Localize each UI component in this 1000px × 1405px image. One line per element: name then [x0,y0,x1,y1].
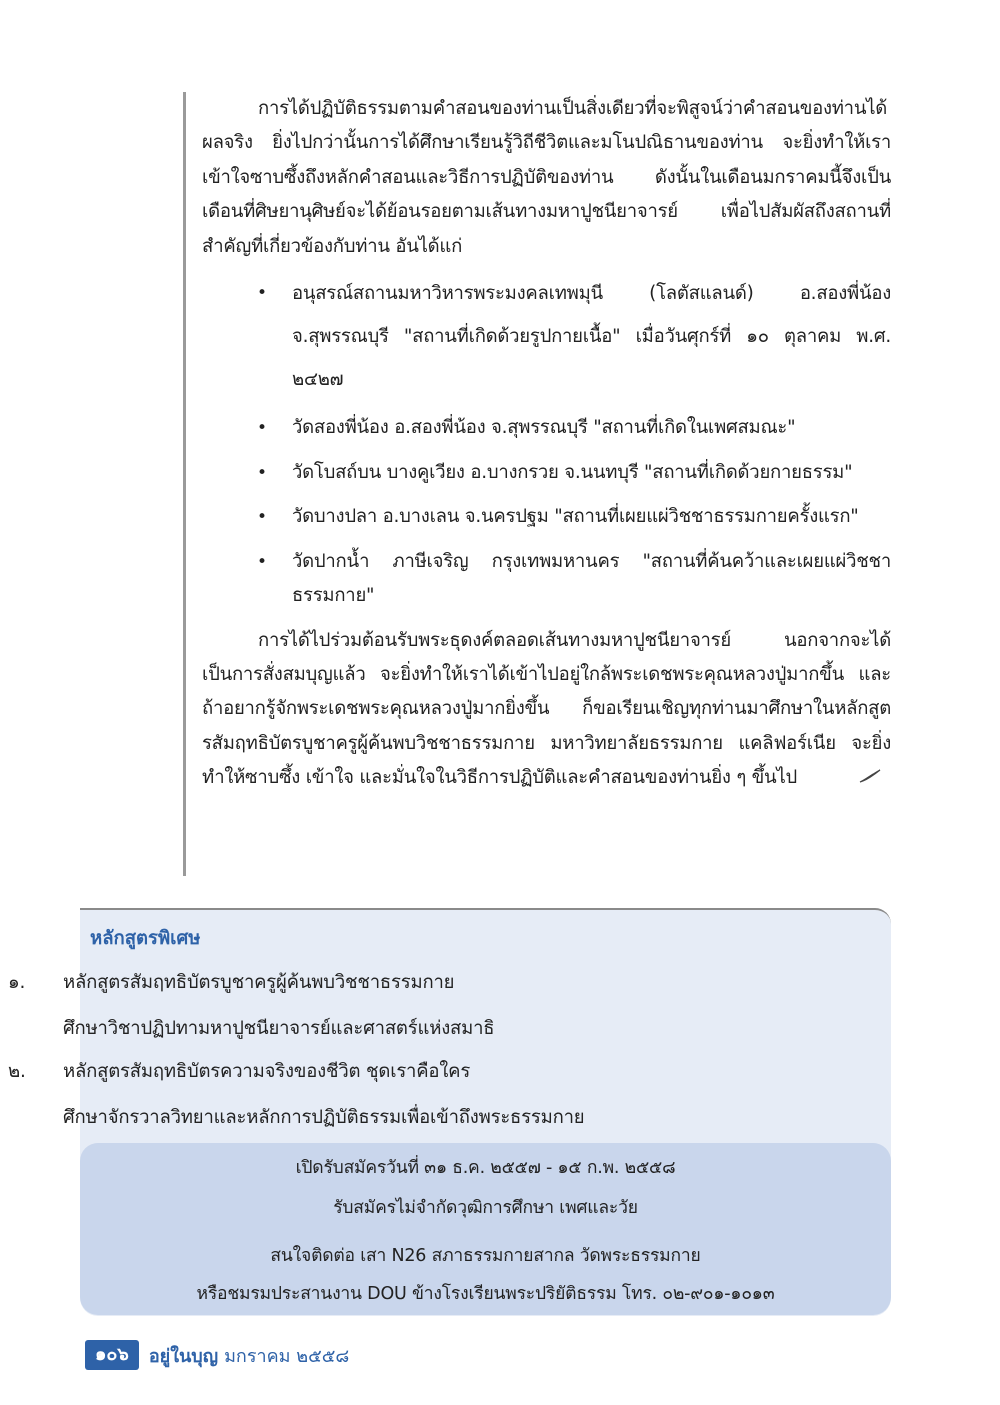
course-subject: ศึกษาจักรวาลวิทยาและหลักการปฏิบัติธรรมเพื่อเข้าถึงพระธรรมกาย [63,1107,585,1128]
list-item [202,272,891,401]
place-text: วัดบางปลา อ.บางเลน จ.นครปฐม "สถานที่เผยแผ่วิชชาธรรมกายครั้งแรก" [292,506,859,528]
magazine-name: อยู่ในบุญ [148,1345,219,1367]
places-list [202,272,891,614]
special-courses-title: หลักสูตรพิเศษ [90,928,201,949]
enrollment-contact-alt: หรือชมรมประสานงาน DOU ข้างโรงเรียนพระปริยัติธรรม โทร. ๐๒-๙๐๑-๑๐๑๓ [196,1284,775,1304]
place-text: วัดโบสถ์บน บางคูเวียง อ.บางกรวย จ.นนทบุรี "สถานที่เกิดด้วยกายธรรม" [292,461,853,483]
course-name: หลักสูตรสัมฤทธิบัตรบูชาครูผู้ค้นพบวิชชาธรรมกาย [63,972,455,993]
course-number: ๒. [8,1061,26,1082]
place-text: วัดสองพี่น้อง อ.สองพี่น้อง จ.สุพรรณบุรี "สถานที่เกิดในเพศสมณะ" [292,417,796,439]
list-item [202,411,891,446]
bullet-icon: • [257,462,267,483]
enrollment-box [80,1143,891,1315]
bullet-icon: • [257,418,267,439]
place-text: อนุสรณ์สถานมหาวิหารพระมงคลเทพมุนี (โลตัสแลนด์) อ.สองพี่น้อง จ.สุพรรณบุรี "สถานที่เกิดด้วยรูปกายเนื้อ" เมื่อวันศุกร์ที่ ๑๐ ตุลาคม พ.ศ. ๒๔๒๗ [292,283,891,391]
list-item [202,500,891,535]
enrollment-contact: สนใจติดต่อ เสา N26 สภาธรรมกายสากล วัดพระธรรมกาย [270,1246,701,1266]
issue-date: มกราคม ๒๕๕๘ [224,1345,350,1367]
page-number: ๑๐๖ [85,1340,139,1370]
course-number: ๑. [8,972,26,993]
conclusion-text: การได้ไปร่วมต้อนรับพระธุดงค์ตลอดเส้นทางมหาปูชนียาจารย์ นอกจากจะได้เป็นการสั่งสมบุญแล้ว จะยิ่งทำให้เราได้เข้าไปอยู่ใกล้พระเดชพระคุณหลวงปู่มากขึ้น และถ้าอยากรู้จักพระเดชพระคุณหลวงปู่มากยิ่งขึ้น ก็ขอเรียนเชิญทุกท่านมาศึกษาในหลักสูตรสัมฤทธิบัตรบูชาครูผู้ค้นพบวิชชาธรรมกาย มหาวิทยาลัยธรรมกาย แคลิฟอร์เนีย จะยิ่งทำให้ซาบซึ้ง เข้าใจ และมั่นใจในวิธีการปฏิบัติและคำสอนของท่านยิ่ง ๆ ขึ้นไป [202,629,891,789]
list-item [202,545,891,614]
list-item [202,456,891,491]
bullet-icon: • [257,283,267,304]
page-footer [85,1340,349,1370]
intro-paragraph: การได้ปฏิบัติธรรมตามคำสอนของท่านเป็นสิ่งเดียวที่จะพิสูจน์ว่าคำสอนของท่านได้ผลจริง ยิ่งไปกว่านั้นการได้ศึกษาเรียนรู้วิถีชีวิตและมโนปณิธานของท่าน จะยิ่งทำให้เราเข้าใจซาบซึ้งถึงหลักคำสอนและวิธีการปฏิบัติของท่าน ดังนั้นในเดือนมกราคมนี้จึงเป็นเดือนที่ศิษยานุศิษย์จะได้ย้อนรอยตามเส้นทางมหาปูชนียาจารย์ เพื่อไปสัมผัสถึงสถานที่สำคัญที่เกี่ยวข้องกับท่าน อันได้แก่ [202,98,891,257]
article-body [183,92,891,876]
course-subject: ศึกษาวิชาปฏิปทามหาปูชนียาจารย์และศาสตร์แห่งสมาธิ [63,1018,495,1039]
course-name: หลักสูตรสัมฤทธิบัตรความจริงของชีวิต ชุดเราคือใคร [63,1061,471,1082]
enrollment-eligibility: รับสมัครไม่จำกัดวุฒิการศึกษา เพศและวัย [333,1198,638,1218]
bullet-icon: • [257,507,267,528]
course-item [0,960,800,1052]
course-item [0,1049,800,1141]
quill-end-icon [803,761,881,795]
enrollment-dates: เปิดรับสมัครวันที่ ๓๑ ธ.ค. ๒๕๕๗ - ๑๕ ก.พ. ๒๕๕๘ [295,1158,676,1178]
bullet-icon: • [257,551,267,572]
conclusion-paragraph [202,624,891,796]
place-text: วัดปากน้ำ ภาษีเจริญ กรุงเทพมหานคร "สถานที่ค้นคว้าและเผยแผ่วิชชาธรรมกาย" [292,550,891,607]
